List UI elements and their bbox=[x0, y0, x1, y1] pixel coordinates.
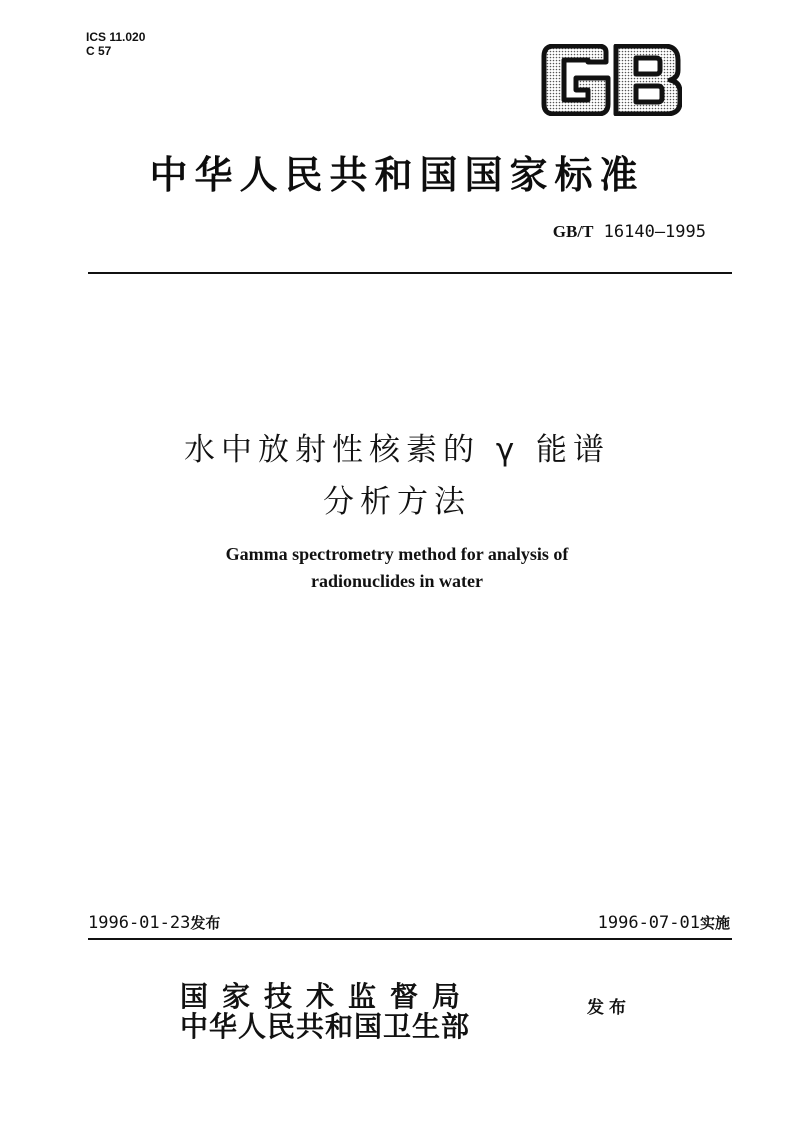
gb-logo bbox=[540, 44, 682, 116]
issuer-line2: 中华人民共和国卫生部 bbox=[180, 1010, 471, 1043]
english-title-line2: radionuclides in water bbox=[310, 571, 483, 591]
publish-label: 发布 bbox=[587, 998, 631, 1018]
standard-number bbox=[553, 222, 706, 242]
implement-date bbox=[598, 912, 730, 933]
issue-date bbox=[88, 912, 220, 933]
issuer-line1: 国家技术监督局 bbox=[180, 980, 475, 1013]
national-standard-title: 中华人民共和国国家标准 bbox=[149, 152, 645, 197]
english-title-line1: Gamma spectrometry method for analysis of bbox=[225, 544, 569, 564]
footer-divider bbox=[88, 938, 732, 940]
standard-prefix: GB/T bbox=[552, 222, 594, 241]
ccs-code: C 57 bbox=[86, 44, 112, 58]
header-divider bbox=[88, 272, 732, 274]
chinese-title-line1: 水中放射性核素的 γ 能谱 bbox=[183, 432, 611, 468]
issue-date-value: 1996-01-23 bbox=[88, 913, 191, 933]
classification-codes bbox=[86, 30, 145, 58]
standard-code: 16140—1995 bbox=[593, 222, 706, 242]
implement-date-value: 1996-07-01 bbox=[597, 913, 700, 933]
implement-label: 实施 bbox=[699, 914, 730, 932]
ics-code: ICS 11.020 bbox=[86, 30, 146, 44]
chinese-title-line2: 分析方法 bbox=[323, 484, 471, 520]
issue-label: 发布 bbox=[190, 914, 221, 932]
